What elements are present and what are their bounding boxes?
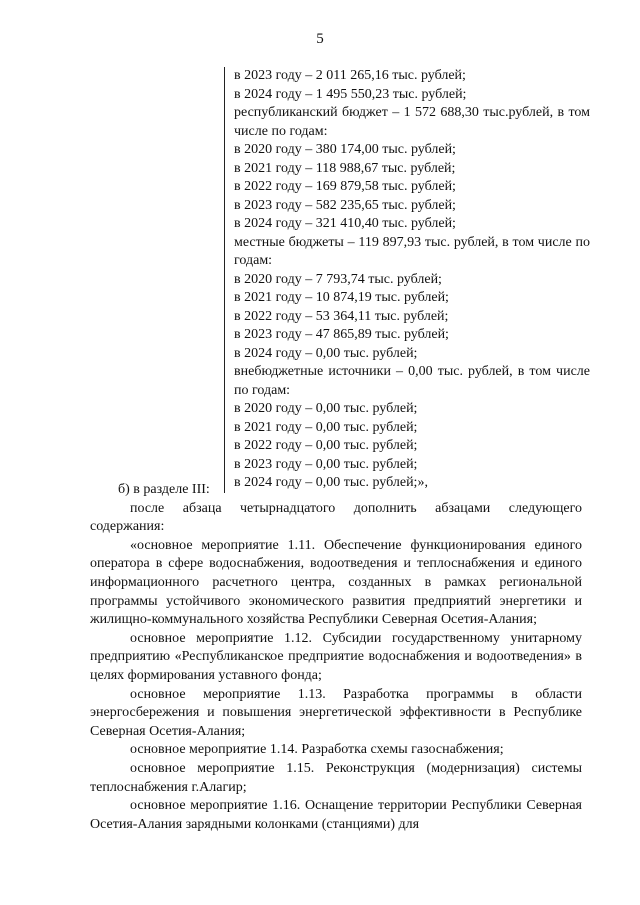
financing-line: в 2024 году – 0,00 тыс. рублей; (234, 345, 418, 361)
section-heading: б) в разделе III: (118, 482, 210, 497)
body-paragraph: основное мероприятие 1.12. Субсидии государственному унитарному предприятию «Республиканское предприятие водоснабжения и водоотведения» в целях формирования уставного фонда; (90, 630, 582, 683)
body-paragraph: основное мероприятие 1.13. Разработка программы в области энергосбережения и повышения энергетической эффективности в Республике Северная Осетия-Алания; (90, 686, 582, 739)
financing-line: в 2024 году – 321 410,40 тыс. рублей; (234, 216, 456, 231)
financing-line: в 2021 году – 0,00 тыс. рублей; (234, 419, 418, 435)
financing-line: в 2023 году – 582 235,65 тыс. рублей; (234, 197, 456, 213)
page-number: 5 (316, 31, 324, 47)
financing-line: в 2023 году – 2 011 265,16 тыс. рублей; (234, 68, 466, 83)
financing-line: в 2023 году – 47 865,89 тыс. рублей; (234, 327, 449, 342)
financing-line: в 2022 году – 0,00 тыс. рублей; (234, 438, 418, 453)
financing-line: местные бюджеты – 119 897,93 тыс. рублей, в том числе по годам: (234, 234, 590, 268)
financing-line: в 2022 году – 53 364,11 тыс. рублей; (234, 308, 449, 324)
body-paragraph: основное мероприятие 1.15. Реконструкция (модернизация) системы теплоснабжения г.Алагир; (90, 760, 582, 795)
body-paragraph: основное мероприятие 1.16. Оснащение территории Республики Северная Осетия-Алания зарядными колонками (станциями) для (90, 798, 582, 832)
financing-line: в 2021 году – 10 874,19 тыс. рублей; (234, 290, 449, 305)
financing-line: республиканский бюджет – 1 572 688,30 тыс.рублей, в том числе по годам: (234, 105, 590, 139)
financing-line: внебюджетные источники – 0,00 тыс. рублей, в том числе по годам: (234, 364, 590, 398)
body-paragraph: основное мероприятие 1.14. Разработка схемы газоснабжения; (130, 742, 504, 758)
financing-line: в 2023 году – 0,00 тыс. рублей; (234, 456, 418, 472)
financing-line: в 2024 году – 1 495 550,23 тыс. рублей; (234, 86, 467, 102)
body-paragraph: «основное мероприятие 1.11. Обеспечение функционирования единого оператора в сфере водоснабжения, водоотведения и теплоснабжения и единого информационного расчетного центра, созданных в рамках региональной программы устойчивого экономического развития предприятий энергетики и жилищно-коммунального хозяйства Республики Северная Осетия-Алания; (90, 537, 582, 628)
body-paragraph: после абзаца четырнадцатого дополнить абзацами следующего содержания: (90, 500, 582, 535)
financing-line: в 2020 году – 380 174,00 тыс. рублей; (234, 142, 456, 157)
financing-line: в 2024 году – 0,00 тыс. рублей;», (234, 475, 428, 490)
financing-line: в 2020 году – 0,00 тыс. рублей; (234, 401, 418, 416)
financing-table-cell (224, 67, 590, 493)
financing-line: в 2020 году – 7 793,74 тыс. рублей; (234, 271, 442, 287)
document-body (90, 481, 582, 834)
financing-line: в 2022 году – 169 879,58 тыс. рублей; (234, 179, 456, 194)
financing-line: в 2021 году – 118 988,67 тыс. рублей; (234, 160, 456, 176)
